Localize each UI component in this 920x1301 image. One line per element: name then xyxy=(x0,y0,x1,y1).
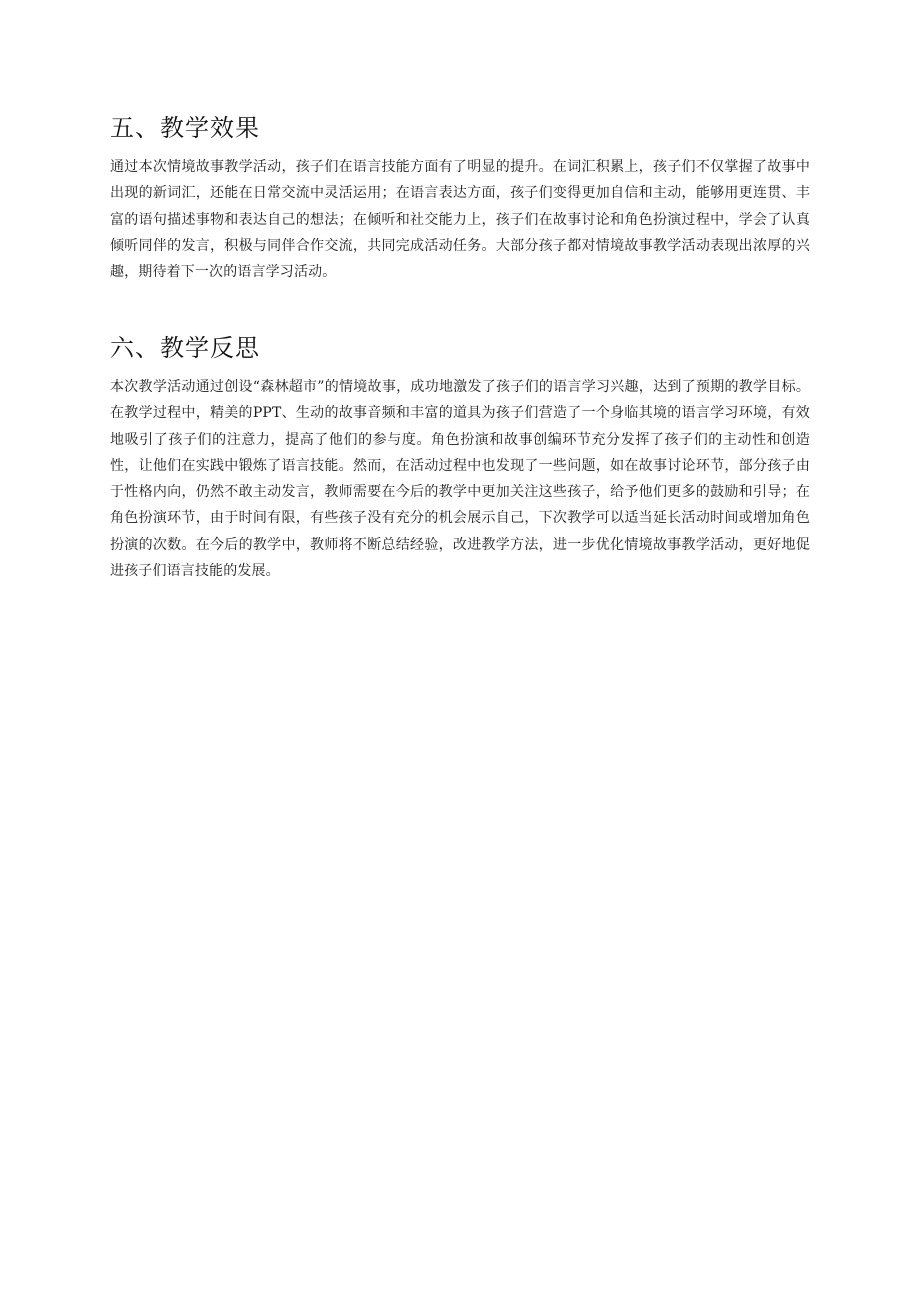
section-teaching-reflection xyxy=(110,332,810,584)
section-paragraph: 本次教学活动通过创设“森林超市”的情境故事，成功地激发了孩子们的语言学习兴趣，达到了预期的教学目标。在教学过程中，精美的PPT、生动的故事音频和丰富的道具为孩子们营造了一个身临其境的语言学习环境，有效地吸引了孩子们的注意力，提高了他们的参与度。角色扮演和故事创编环节充分发挥了孩子们的主动性和创造性，让他们在实践中锻炼了语言技能。然而，在活动过程中也发现了一些问题，如在故事讨论环节，部分孩子由于性格内向，仍然不敢主动发言，教师需要在今后的教学中更加关注这些孩子，给予他们更多的鼓励和引导；在角色扮演环节，由于时间有限，有些孩子没有充分的机会展示自己，下次教学可以适当延长活动时间或增加角色扮演的次数。在今后的教学中，教师将不断总结经验，改进教学方法，进一步优化情境故事教学活动，更好地促进孩子们语言技能的发展。 xyxy=(110,379,810,580)
section-paragraph: 通过本次情境故事教学活动，孩子们在语言技能方面有了明显的提升。在词汇积累上，孩子们不仅掌握了故事中出现的新词汇，还能在日常交流中灵活运用；在语言表达方面，孩子们变得更加自信和主动，能够用更连贯、丰富的语句描述事物和表达自己的想法；在倾听和社交能力上，孩子们在故事讨论和角色扮演过程中，学会了认真倾听同伴的发言，积极与同伴合作交流，共同完成活动任务。大部分孩子都对情境故事教学活动表现出浓厚的兴趣，期待着下一次的语言学习活动。 xyxy=(110,159,810,281)
section-heading: 六、教学反思 xyxy=(110,334,260,362)
section-teaching-effect xyxy=(110,112,810,285)
section-heading: 五、教学效果 xyxy=(110,114,260,142)
